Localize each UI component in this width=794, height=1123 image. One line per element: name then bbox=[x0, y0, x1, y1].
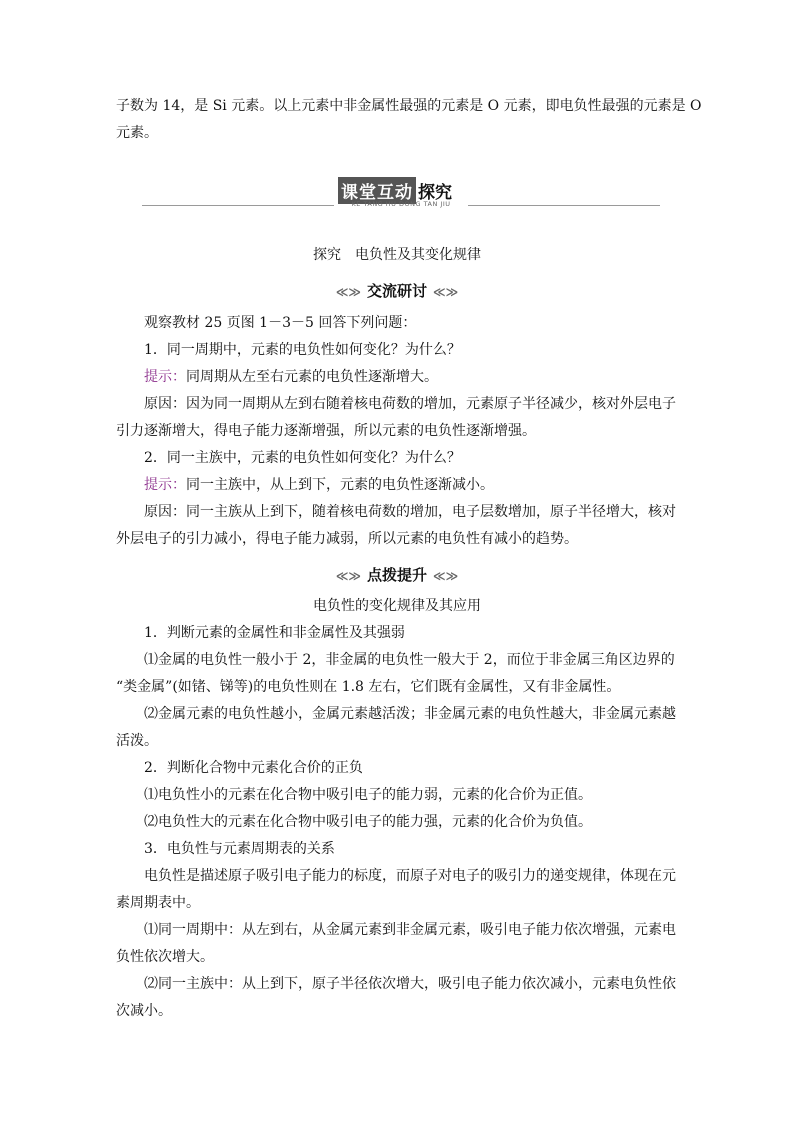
ornament-right-icon: ≪≫ bbox=[433, 569, 459, 583]
point-1-2-line-1: ⑵金属元素的电负性越小，金属元素越活泼；非金属元素的电负性越大，非金属元素越 bbox=[144, 706, 676, 722]
banner-subtitle: KE TANG HU DONG TAN JIU bbox=[351, 200, 451, 208]
explore-title: 探究 电负性及其变化规律 bbox=[313, 247, 481, 263]
point-3-1-line-1: ⑴同一周期中：从左到右，从金属元素到非金属元素，吸引电子能力依次增强，元素电 bbox=[144, 922, 676, 938]
reason-2-line-2: 外层电子的引力减小，得电子能力减弱，所以元素的电负性有减小的趋势。 bbox=[116, 531, 578, 547]
point-2: 2．判断化合物中元素化合价的正负 bbox=[144, 760, 363, 776]
point-3-line-1: 电负性是描述原子吸引电子能力的标度，而原子对电子的吸引力的递变规律，体现在元 bbox=[144, 868, 676, 884]
section-title: 交流研讨 bbox=[366, 282, 427, 300]
banner-rest-text: 探究 bbox=[418, 182, 452, 203]
question-2: 2．同一主族中，元素的电负性如何变化？为什么？ bbox=[144, 450, 461, 466]
top-text-line-1: 子数为 14，是 Si 元素。以上元素中非金属性最强的元素是 O 元素，即电负性最强的元素是 O bbox=[116, 98, 702, 114]
point-3: 3．电负性与元素周期表的关系 bbox=[144, 841, 335, 857]
hint-label: 提示： bbox=[144, 369, 186, 385]
reason-2-line-1: 原因：同一主族从上到下，随着核电荷数的增加，电子层数增加，原子半径增大，核对 bbox=[144, 504, 676, 520]
hint-text: 同周期从左至右元素的电负性逐渐增大。 bbox=[186, 369, 438, 385]
point-3-2-line-1: ⑵同一主族中：从上到下，原子半径依次增大，吸引电子能力依次减小，元素电负性依 bbox=[144, 976, 676, 992]
point-3-1-line-2: 负性依次增大。 bbox=[116, 949, 214, 965]
section-title: 点拨提升 bbox=[366, 566, 427, 584]
point-3-line-2: 素周期表中。 bbox=[116, 895, 200, 911]
point-1-1-line-2: “类金属”(如锗、锑等)的电负性则在 1.8 左右，它们既有金属性，又有非金属性。 bbox=[116, 679, 621, 695]
ornament-left-icon: ≪≫ bbox=[335, 569, 361, 583]
reason-1-line-2: 引力逐渐增大，得电子能力逐渐增强，所以元素的电负性逐渐增强。 bbox=[116, 423, 536, 439]
point-1-2-line-2: 活泼。 bbox=[116, 733, 158, 749]
point-2-1: ⑴电负性小的元素在化合物中吸引电子的能力弱，元素的化合价为正值。 bbox=[144, 787, 592, 803]
hint-text: 同一主族中，从上到下，元素的电负性逐渐减小。 bbox=[186, 477, 494, 493]
section-banner bbox=[142, 170, 660, 214]
section-header-tips bbox=[0, 565, 794, 586]
ornament-left-icon: ≪≫ bbox=[335, 285, 361, 299]
reason-1-line-1: 原因：因为同一周期从左到右随着核电荷数的增加，元素原子半径减少，核对外层电子 bbox=[144, 396, 676, 412]
point-1: 1．判断元素的金属性和非金属性及其强弱 bbox=[144, 625, 405, 641]
intro-text: 观察教材 25 页图 1－3－5 回答下列问题： bbox=[144, 315, 417, 331]
question-1: 1．同一周期中，元素的电负性如何变化？为什么？ bbox=[144, 342, 461, 358]
section-header-exchange bbox=[0, 281, 794, 302]
point-3-2-line-2: 次减小。 bbox=[116, 1003, 172, 1019]
section-2-subtitle: 电负性的变化规律及其应用 bbox=[313, 598, 481, 614]
ornament-right-icon: ≪≫ bbox=[433, 285, 459, 299]
hint-label: 提示： bbox=[144, 477, 186, 493]
banner-boxed-text: 课堂互动 bbox=[338, 177, 416, 204]
point-1-1-line-1: ⑴金属的电负性一般小于 2，非金属的电负性一般大于 2，而位于非金属三角区边界的 bbox=[144, 652, 675, 668]
top-text-line-2: 元素。 bbox=[116, 125, 158, 141]
banner-title bbox=[338, 178, 452, 202]
hint-2 bbox=[144, 476, 494, 494]
point-2-2: ⑵电负性大的元素在化合物中吸引电子的能力强，元素的化合价为负值。 bbox=[144, 814, 592, 830]
hint-1 bbox=[144, 368, 438, 386]
